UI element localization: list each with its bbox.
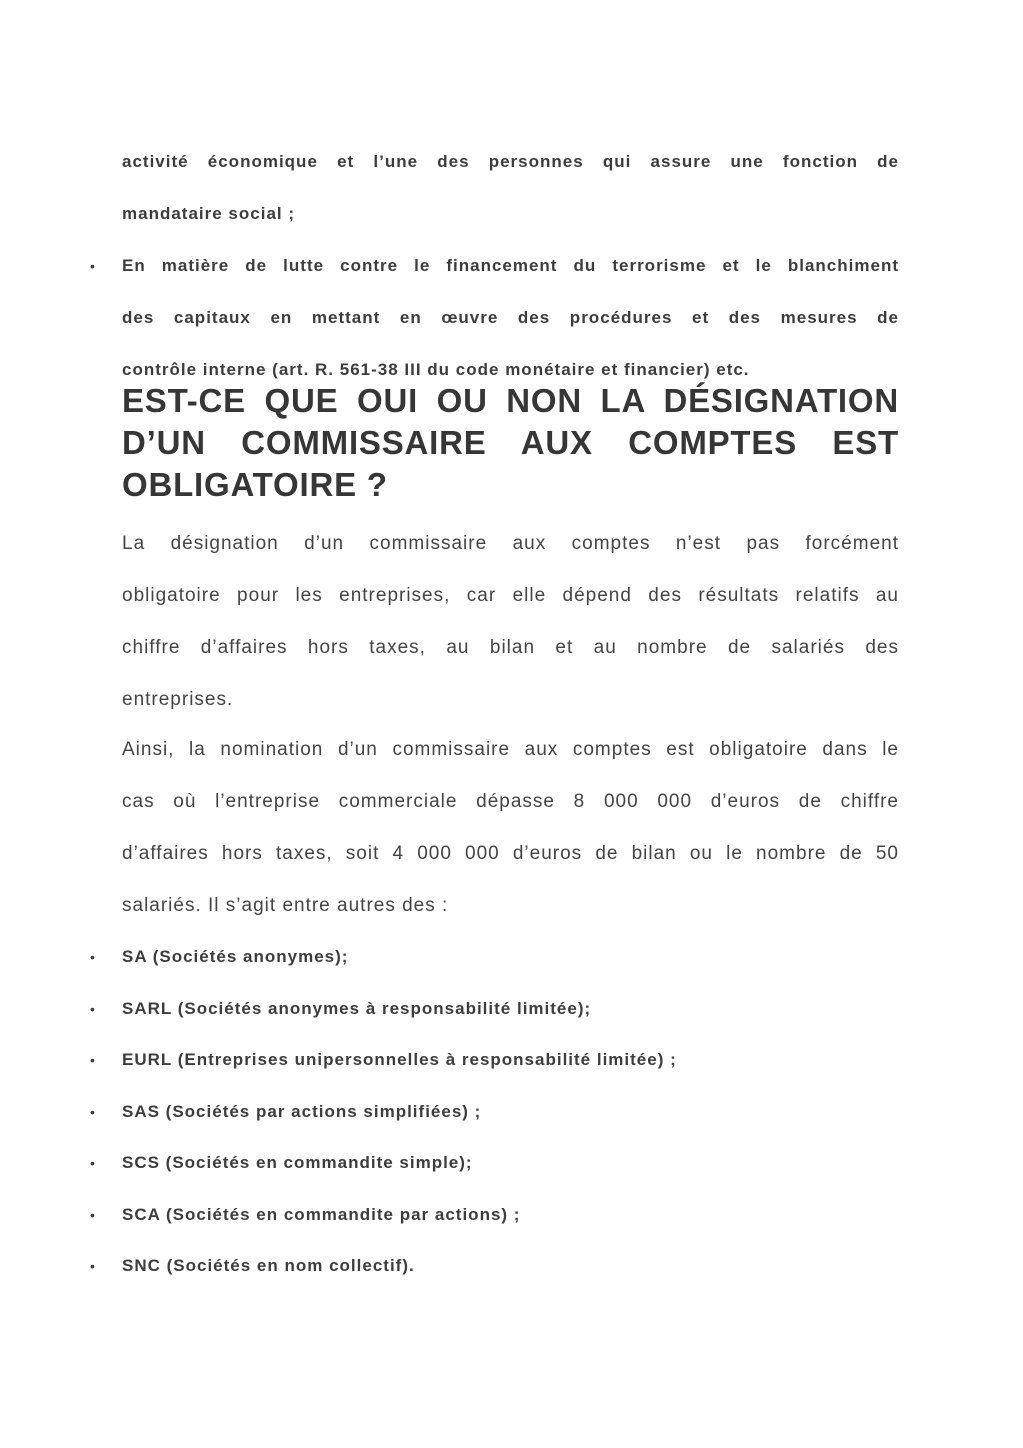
- list-item-text: SCS (Sociétés en commandite simple);: [122, 1153, 473, 1172]
- intro-bullet-line: contrôle interne (art. R. 561-38 III du code monétaire et financier) etc.: [122, 360, 750, 379]
- section-heading: [122, 380, 899, 506]
- bullet-marker: •: [90, 258, 95, 274]
- list-item-text: SAS (Sociétés par actions simplifiées) ;: [122, 1102, 482, 1121]
- heading-line: D’UN COMMISSAIRE AUX COMPTES EST: [122, 424, 899, 461]
- paragraph-line: Ainsi, la nomination d’un commissaire aux comptes est obligatoire dans le: [122, 739, 899, 760]
- intro-continuation: [122, 151, 899, 255]
- heading-line: EST-CE QUE OUI OU NON LA DÉSIGNATION: [122, 382, 899, 419]
- paragraph-line: d’affaires hors taxes, soit 4 000 000 d’euros de bilan ou le nombre de 50: [122, 843, 899, 864]
- list-item: [0, 1152, 1023, 1174]
- list-item-text: SCA (Sociétés en commandite par actions) ;: [122, 1205, 521, 1224]
- intro-line: activité économique et l’une des personnes qui assure une fonction de: [122, 152, 899, 171]
- bullet-marker: •: [90, 949, 95, 965]
- list-item: [0, 1101, 1023, 1123]
- list-item-text: SARL (Sociétés anonymes à responsabilité limitée);: [122, 999, 592, 1018]
- list-item: [0, 998, 1023, 1020]
- intro-line: mandataire social ;: [122, 204, 296, 223]
- list-item-text: EURL (Entreprises unipersonnelles à responsabilité limitée) ;: [122, 1050, 677, 1069]
- list-item: [0, 946, 1023, 968]
- list-item: [0, 1204, 1023, 1226]
- list-item-text: SNC (Sociétés en nom collectif).: [122, 1256, 415, 1275]
- paragraph-line: cas où l’entreprise commerciale dépasse 8 000 000 d’euros de chiffre: [122, 791, 899, 812]
- paragraph-line: chiffre d’affaires hors taxes, au bilan et au nombre de salariés des: [122, 637, 899, 658]
- list-item-text: SA (Sociétés anonymes);: [122, 947, 349, 966]
- bullet-marker: •: [90, 1104, 95, 1120]
- bullet-marker: •: [90, 1001, 95, 1017]
- bullet-marker: •: [90, 1052, 95, 1068]
- bullet-marker: •: [90, 1155, 95, 1171]
- bullet-marker: •: [90, 1258, 95, 1274]
- bullet-marker: •: [90, 1207, 95, 1223]
- paragraph-line: obligatoire pour les entreprises, car elle dépend des résultats relatifs au: [122, 585, 899, 606]
- heading-line: OBLIGATOIRE ?: [122, 466, 388, 503]
- paragraph-line: entreprises.: [122, 689, 234, 710]
- paragraph-nomination: [122, 739, 899, 947]
- list-item: [0, 1049, 1023, 1071]
- paragraph-line: La désignation d’un commissaire aux comptes n’est pas forcément: [122, 533, 899, 554]
- paragraph-designation: [122, 533, 899, 741]
- intro-bullet-line: des capitaux en mettant en œuvre des procédures et des mesures de: [122, 308, 899, 327]
- paragraph-line: salariés. Il s’agit entre autres des :: [122, 895, 449, 916]
- list-item: [0, 1255, 1023, 1277]
- intro-bullet-line: En matière de lutte contre le financement du terrorisme et le blanchiment: [122, 256, 899, 275]
